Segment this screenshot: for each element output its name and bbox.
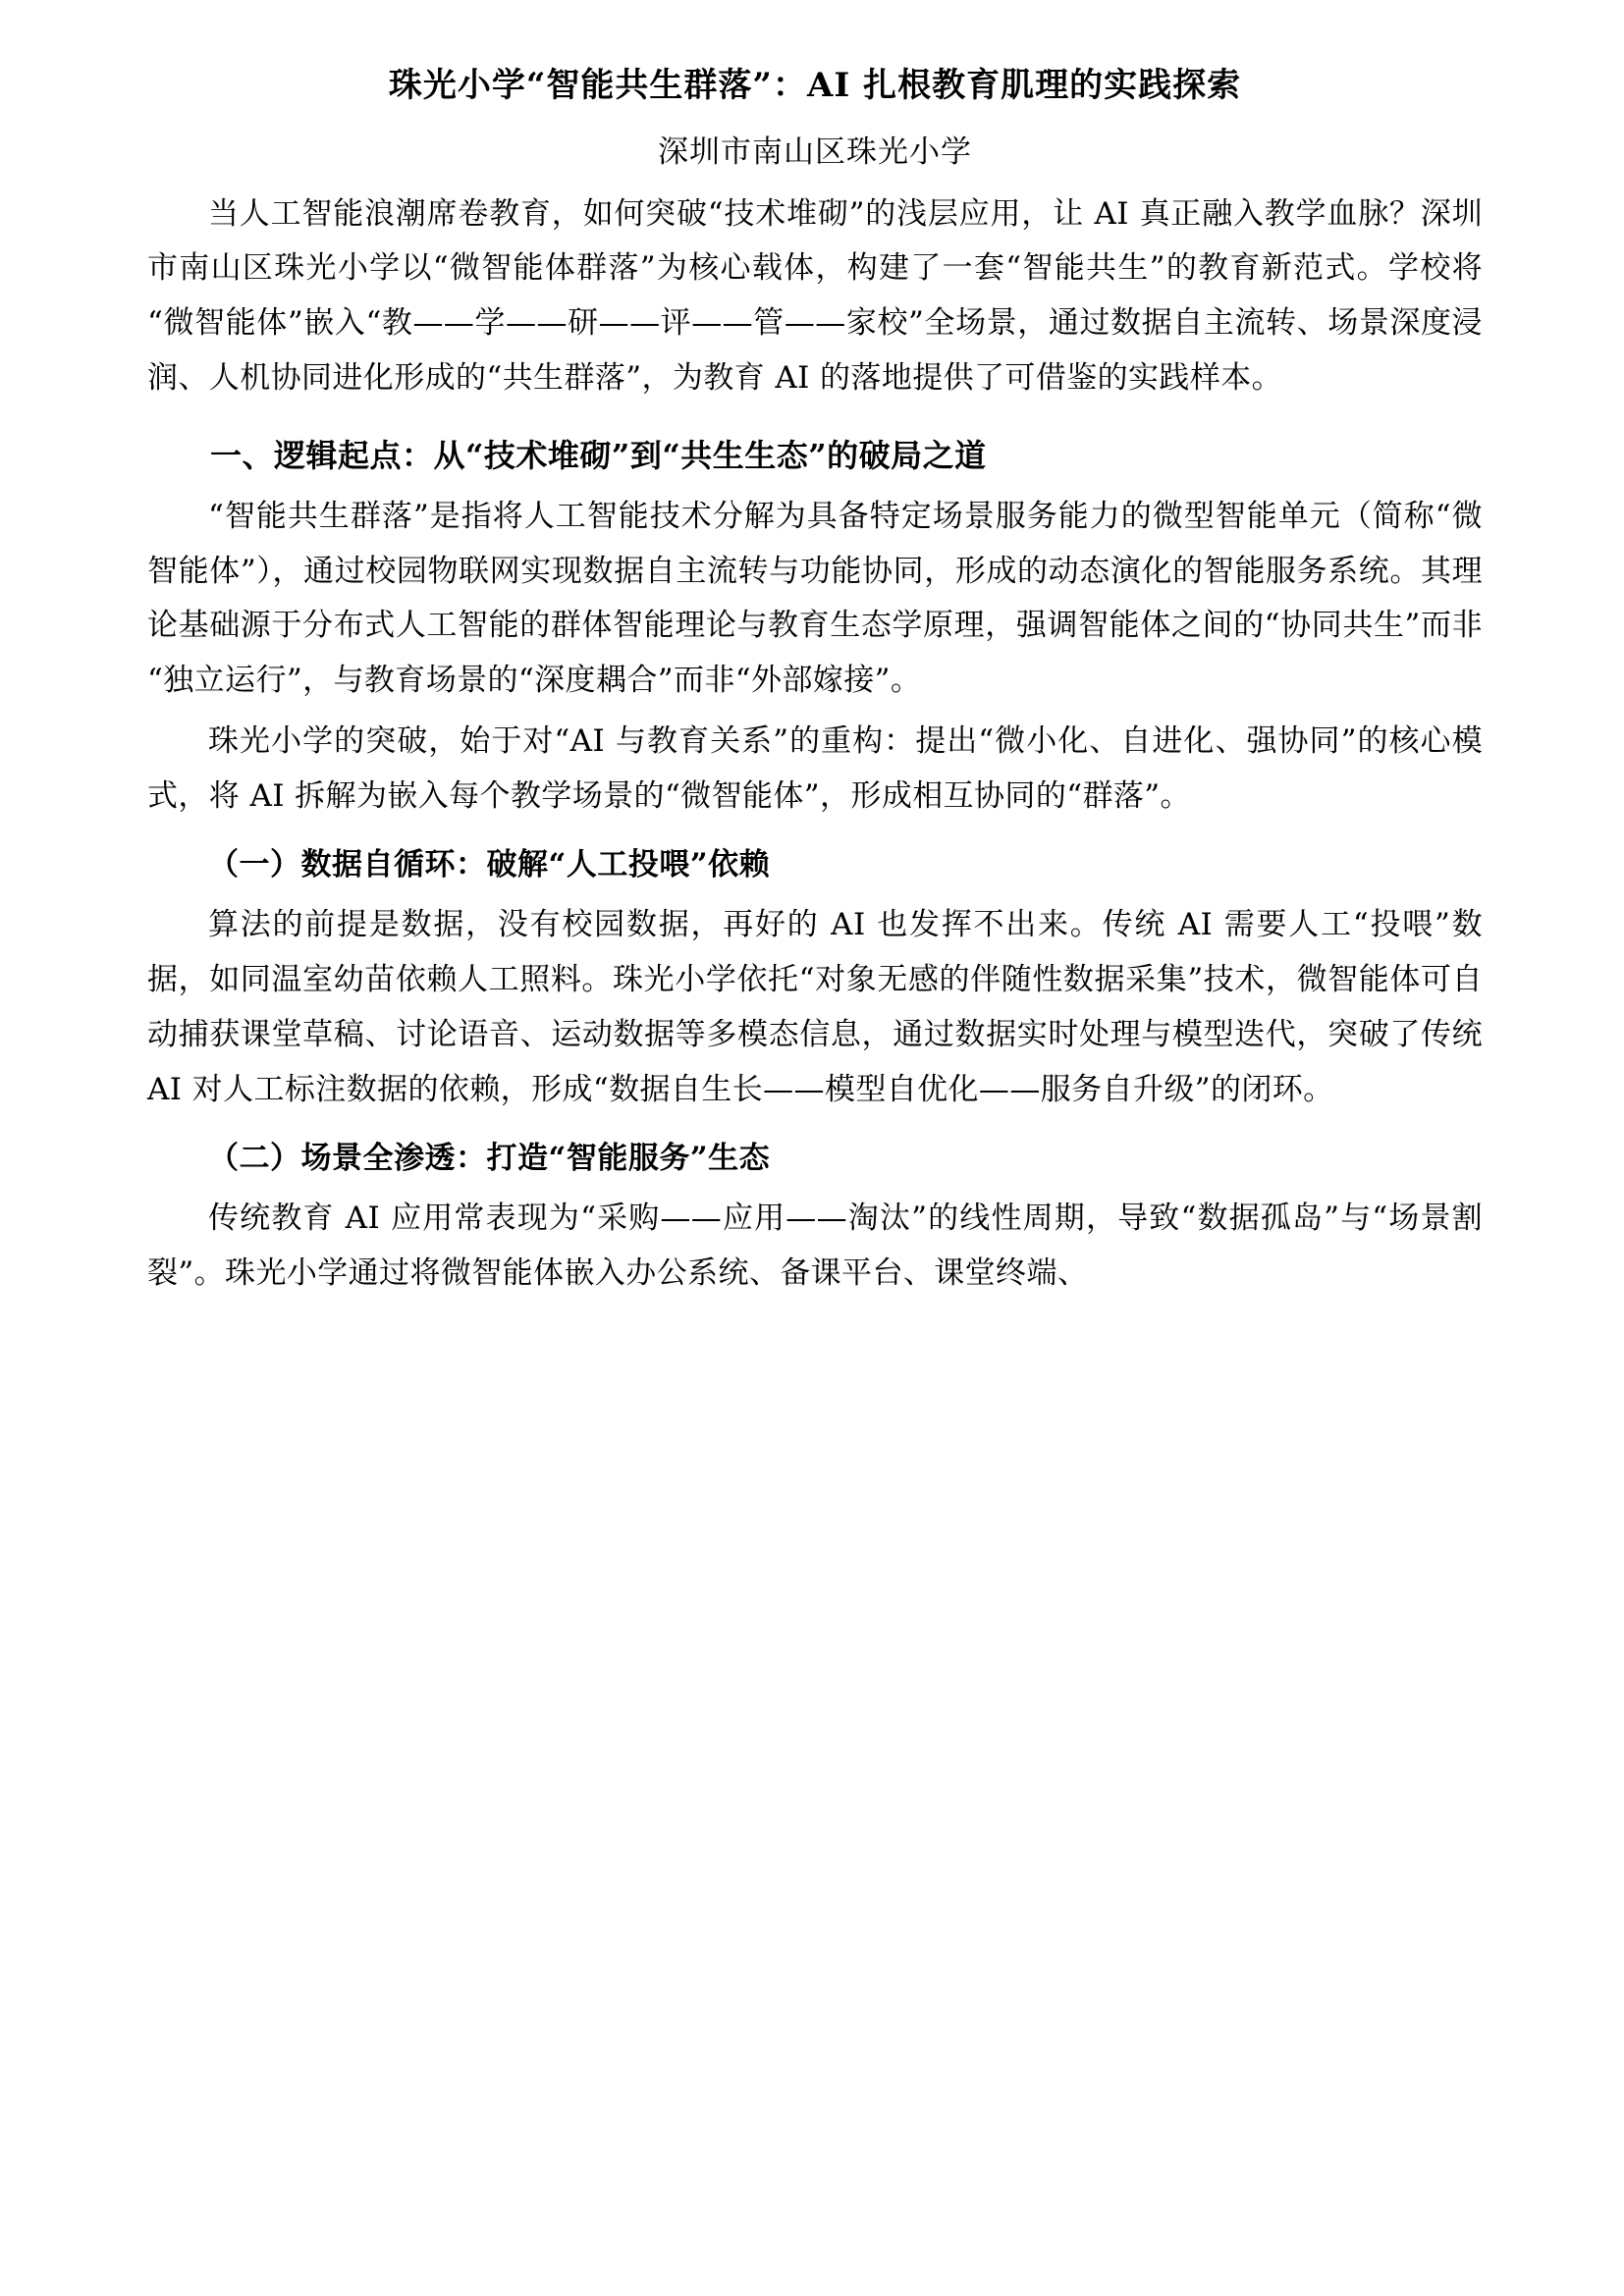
subsection-heading-1-2: （二）场景全渗透：打造“智能服务”生态 [208, 1140, 771, 1176]
section-heading-1: 一、逻辑起点：从“技术堆砌”到“共生生态”的破局之道 [210, 436, 987, 474]
page-content [147, 61, 1483, 1308]
document-subtitle-author: 深圳市南山区珠光小学 [658, 134, 972, 170]
subsection-heading-1-1: （一）数据自循环：破解“人工投喂”依赖 [208, 846, 771, 882]
page-title: 珠光小学“智能共生群落”：AI 扎根教育肌理的实践探索 [388, 66, 1242, 105]
subsection-1-1-paragraph-1: 算法的前提是数据，没有校园数据，再好的 AI 也发挥不出来。传统 AI 需要人工“投喂”数据，如同温室幼苗依赖人工照料。珠光小学依托“对象无感的伴随性数据采集”技术，微智能体可自动捕获课堂草稿、讨论语音、运动数据等多模态信息，通过数据实时处理与模型迭代，突破了传统 AI 对人工标注数据的依赖，形成“数据自生长——模型自优化——服务自升级”的闭环。 [147, 907, 1483, 1107]
section-1-paragraph-2: 珠光小学的突破，始于对“AI 与教育关系”的重构：提出“微小化、自进化、强协同”的核心模式，将 AI 拆解为嵌入每个教学场景的“微智能体”，形成相互协同的“群落”。 [147, 722, 1483, 814]
section-1-paragraph-1: “智能共生群落”是指将人工智能技术分解为具备特定场景服务能力的微型智能单元（简称“微智能体”），通过校园物联网实现数据自主流转与功能协同，形成的动态演化的智能服务系统。其理论基础源于分布式人工智能的群体智能理论与教育生态学原理，强调智能体之间的“协同共生”而非“独立运行”，与教育场景的“深度耦合”而非“外部嫁接”。 [147, 498, 1483, 699]
subsection-1-2-paragraph-1: 传统教育 AI 应用常表现为“采购——应用——淘汰”的线性周期，导致“数据孤岛”与“场景割裂”。珠光小学通过将微智能体嵌入办公系统、备课平台、课堂终端、 [147, 1201, 1483, 1292]
lead-paragraph: 当人工智能浪潮席卷教育，如何突破“技术堆砌”的浅层应用，让 AI 真正融入教学血脉？深圳市南山区珠光小学以“微智能体群落”为核心载体，构建了一套“智能共生”的教育新范式。学校将“微智能体”嵌入“教——学——研——评——管——家校”全场景，通过数据自主流转、场景深度浸润、人机协同进化形成的“共生群落”，为教育 AI 的落地提供了可借鉴的实践样本。 [147, 195, 1483, 396]
